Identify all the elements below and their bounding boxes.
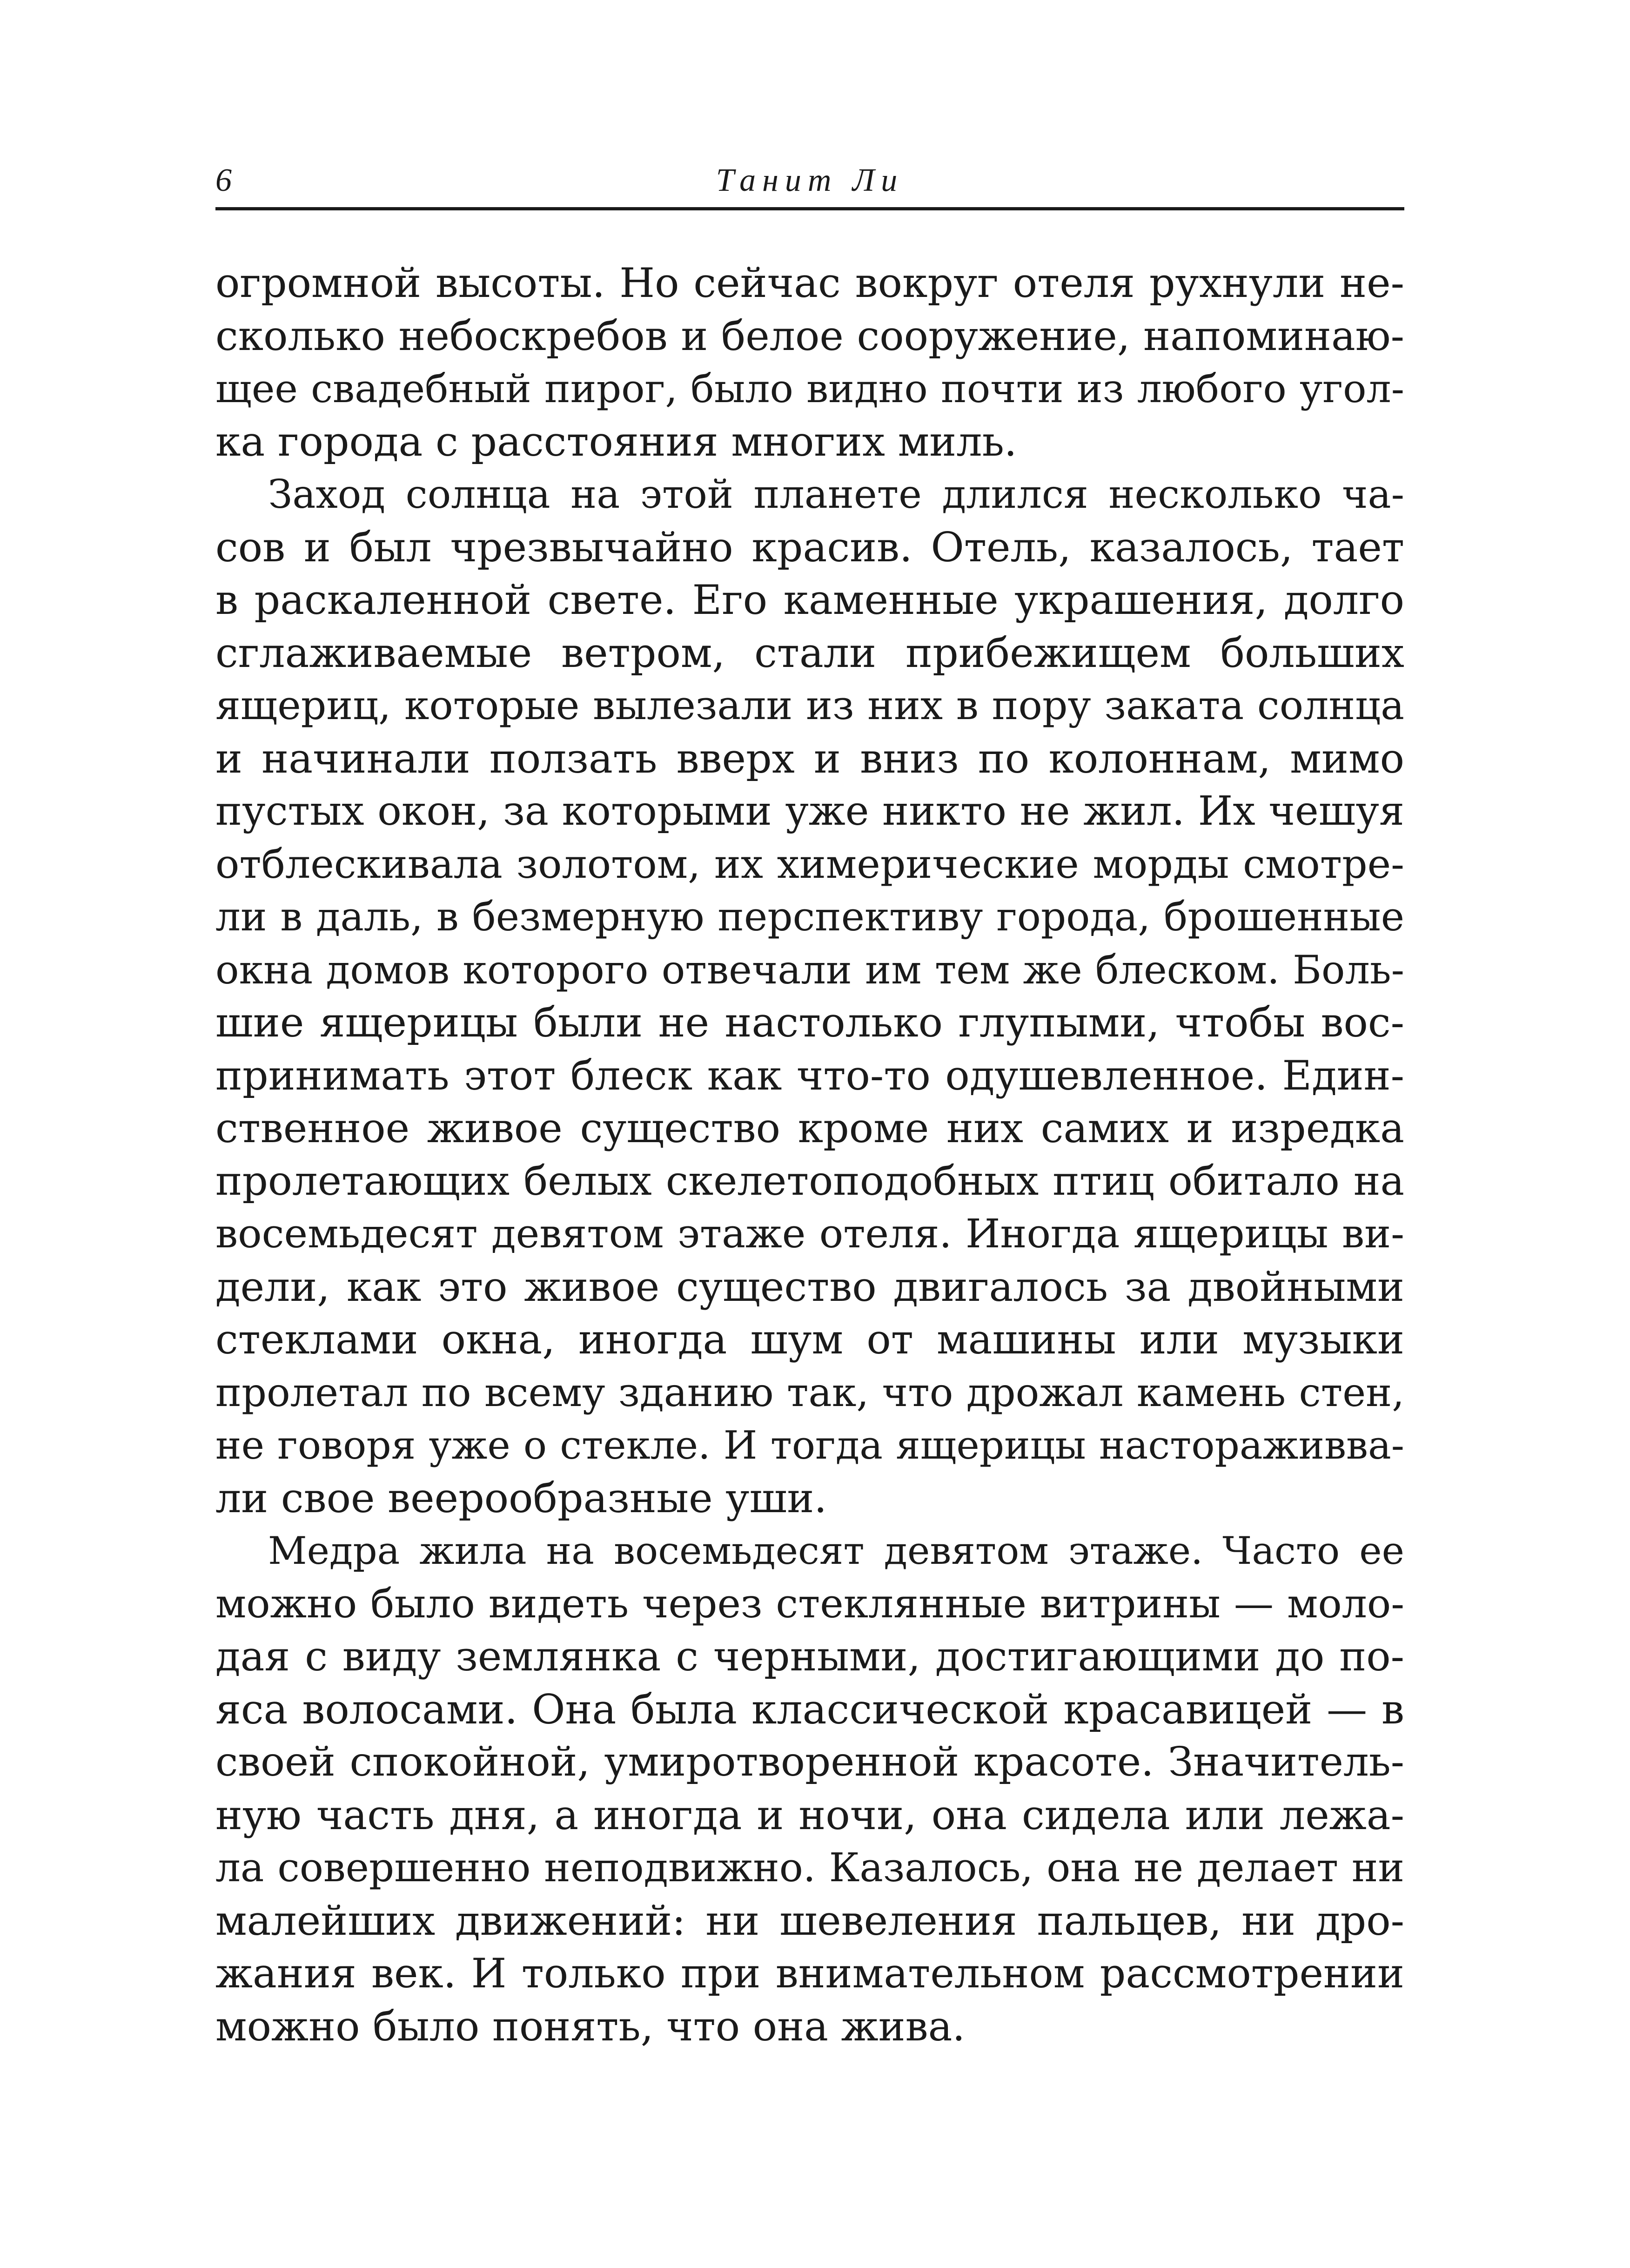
text-line: Медра жила на восемьдесят девятом этаже. Часто ее — [268, 1529, 1404, 1573]
text-line: яса волосами. Она была классической красавицей — в — [215, 1685, 1404, 1733]
text-line: пролетающих белых скелетоподобных птиц обитало на — [215, 1158, 1404, 1205]
text-line: принимать этот блеск как что-то одушевленное. Един- — [215, 1051, 1404, 1099]
text-line: дая с виду землянка с черными, достигающими до по- — [215, 1633, 1404, 1680]
text-line: окна домов которого отвечали им тем же блеском. Боль- — [215, 947, 1404, 993]
text-line: восемьдесят девятом этаже отеля. Иногда ящерицы ви- — [215, 1211, 1404, 1257]
text-line: малейших движений: ни шевеления пальцев, ни дро- — [215, 1897, 1404, 1945]
text-line: жания век. И только при внимательном рассмотрении — [215, 1950, 1404, 1997]
text-line: пустых окон, за которыми уже никто не жил. Их чешуя — [215, 788, 1404, 835]
running-title: Танит Ли — [716, 162, 904, 198]
text-line: можно было видеть через стеклянные витрины — моло- — [215, 1581, 1404, 1627]
text-line: и начинали ползать вверх и вниз по колоннам, мимо — [215, 734, 1404, 782]
text-line: стеклами окна, иногда шум от машины или музыки — [215, 1316, 1404, 1363]
text-line: шие ящерицы были не настолько глупыми, чтобы вос- — [215, 999, 1404, 1046]
body-text — [215, 257, 1404, 2053]
paragraph-1 — [215, 257, 1404, 468]
text-line: сов и был чрезвычайно красив. Отель, казалось, тает — [215, 523, 1404, 571]
text-line: ственное живое существо кроме них самих и изредка — [215, 1104, 1404, 1152]
text-line: ящериц, которые вылезали из них в пору заката солнца — [215, 683, 1404, 729]
text-line: Заход солнца на этой планете длился несколько ча- — [268, 471, 1404, 517]
text-line: ли свое веерообразные уши. — [215, 1474, 827, 1522]
text-line: ла совершенно неподвижно. Казалось, она не делает ни — [215, 1845, 1404, 1891]
text-line: отблескивала золотом, их химерические морды смотре- — [215, 841, 1404, 888]
paragraph-3 — [215, 1525, 1404, 2053]
text-line: пролетал по всему зданию так, что дрожал камень стен, — [215, 1369, 1404, 1415]
text-line: щее свадебный пирог, было видно почти из любого угол- — [215, 366, 1404, 411]
text-line: ка города с расстояния многих миль. — [215, 417, 1017, 465]
text-line: огромной высоты. Но сейчас вокруг отеля рухнули не- — [215, 259, 1404, 307]
running-header — [215, 156, 1404, 210]
text-line: своей спокойной, умиротворенной красоте. Значитель- — [215, 1739, 1404, 1785]
text-line: сглаживаемые ветром, стали прибежищем больших — [215, 629, 1404, 677]
text-line: ли в даль, в безмерную перспективу города, брошенные — [215, 894, 1404, 940]
text-line: ную часть дня, а иногда и ночи, она сидела или лежа- — [215, 1791, 1404, 1839]
text-line: не говоря уже о стекле. И тогда ящерицы настораживва- — [215, 1423, 1404, 1468]
page-number: 6 — [215, 162, 232, 198]
paragraph-2 — [215, 468, 1404, 1525]
text-line: дели, как это живое существо двигалось за двойными — [215, 1263, 1404, 1311]
text-line: сколько небоскребов и белое сооружение, напоминаю- — [215, 312, 1404, 360]
text-line: можно было понять, что она жива. — [215, 2002, 966, 2050]
text-line: в раскаленной свете. Его каменные украшения, долго — [215, 576, 1404, 624]
